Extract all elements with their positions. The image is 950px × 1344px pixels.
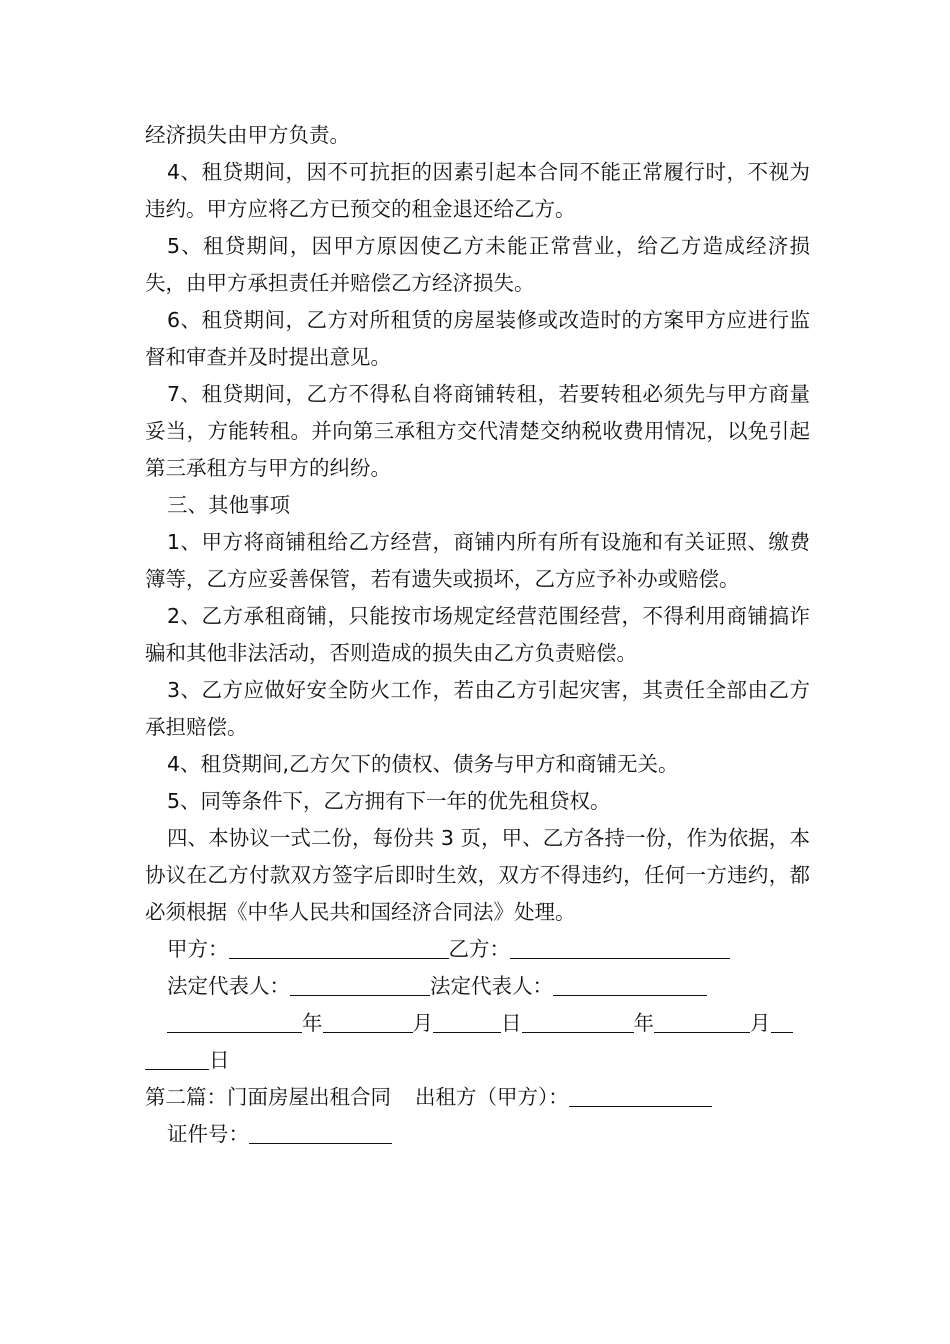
- clause-3-1: 1、甲方将商铺租给乙方经营，商铺内所有所有设施和有关证照、缴费簿等，乙方应妥善保管，若有遗失或损坏，乙方应予补办或赔偿。: [145, 530, 810, 591]
- rep-a-blank: [290, 973, 430, 996]
- id-number-line: [145, 1116, 810, 1153]
- party-a-label: 甲方：: [167, 937, 229, 961]
- year-b-label: 年: [633, 1011, 654, 1035]
- rep-a-label: 法定代表人：: [167, 974, 290, 998]
- day-b-label: 日: [209, 1048, 230, 1072]
- month-b-label: 月: [750, 1011, 771, 1035]
- rep-b-label: 法定代表人：: [430, 974, 553, 998]
- party-b-label: 乙方：: [448, 937, 510, 961]
- signature-parties-line: [145, 931, 810, 968]
- clause-2-6: 6、租贷期间，乙方对所租赁的房屋装修或改造时的方案甲方应进行监督和审查并及时提出意见。: [145, 308, 810, 369]
- document-body: [145, 117, 810, 1153]
- month-a-blank: [323, 1010, 413, 1033]
- year-a-blank: [167, 1010, 302, 1033]
- signature-date-line: [145, 1005, 810, 1042]
- party-b-blank: [510, 936, 730, 959]
- section-heading-other-matters: 三、其他事项: [167, 493, 290, 517]
- clause-2-4: 4、租贷期间，因不可抗拒的因素引起本合同不能正常履行时，不视为违约。甲方应将乙方已预交的租金退还给乙方。: [145, 160, 810, 221]
- second-contract-heading-line: [145, 1079, 810, 1116]
- clause-4-agreement: 四、本协议一式二份，每份共 3 页，甲、乙方各持一份，作为依据，本协议在乙方付款双方签字后即时生效，双方不得违约，任何一方违约，都必须根据《中华人民共和国经济合同法》处理。: [145, 826, 810, 924]
- clause-3-5: 5、同等条件下，乙方拥有下一年的优先租贷权。: [167, 789, 611, 813]
- id-number-label: 证件号：: [167, 1122, 249, 1146]
- signature-representatives-line: [145, 968, 810, 1005]
- party-a-blank: [229, 936, 449, 959]
- day-a-label: 日: [501, 1011, 522, 1035]
- clause-2-5: 5、租贷期间，因甲方原因使乙方未能正常营业，给乙方造成经济损失，由甲方承担责任并赔偿乙方经济损失。: [145, 234, 810, 295]
- id-number-blank: [249, 1121, 392, 1144]
- signature-date-line-wrap: [145, 1042, 810, 1079]
- clause-3-2: 2、乙方承租商铺，只能按市场规定经营范围经营，不得利用商铺搞诈骗和其他非法活动，否则造成的损失由乙方负责赔偿。: [145, 604, 810, 665]
- paragraph-continuation: 经济损失由甲方负责。: [145, 123, 350, 147]
- clause-2-7: 7、租贷期间，乙方不得私自将商铺转租，若要转租必须先与甲方商量妥当，方能转租。并向第三承租方交代清楚交纳税收费用情况，以免引起第三承租方与甲方的纠纷。: [145, 382, 810, 480]
- clause-3-4: 4、租贷期间,乙方欠下的债权、债务与甲方和商铺无关。: [167, 752, 679, 776]
- rep-b-blank: [553, 973, 707, 996]
- clause-3-3: 3、乙方应做好安全防火工作，若由乙方引起灾害，其责任全部由乙方承担赔偿。: [145, 678, 810, 739]
- day-b-blank-part2: [145, 1047, 209, 1070]
- day-b-blank-part1: [771, 1010, 793, 1033]
- lessor-blank: [569, 1084, 712, 1107]
- month-b-blank: [654, 1010, 750, 1033]
- year-a-label: 年: [302, 1011, 323, 1035]
- lessor-label: 出租方（甲方）：: [415, 1085, 569, 1109]
- year-b-blank: [522, 1010, 634, 1033]
- day-a-blank: [433, 1010, 501, 1033]
- second-contract-title: 第二篇：门面房屋出租合同: [145, 1085, 391, 1109]
- month-a-label: 月: [412, 1011, 433, 1035]
